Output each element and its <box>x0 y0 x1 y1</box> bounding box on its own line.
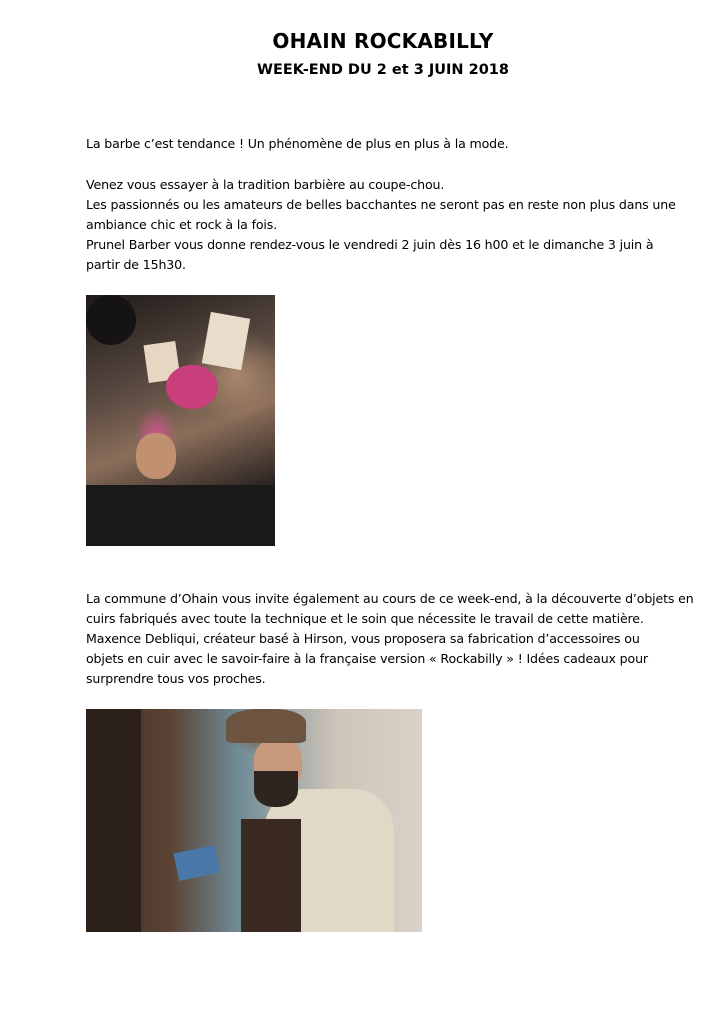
leather-item-shape <box>174 845 221 881</box>
paragraph-line: La commune d’Ohain vous invite également au cours de ce week-end, à la découverte d’objets en <box>86 591 694 606</box>
paragraph-line: ambiance chic et rock à la fois. <box>86 217 278 232</box>
paragraph-line: surprendre tous vos proches. <box>86 671 266 686</box>
craftsman-hat-shape <box>226 709 306 743</box>
barber-hair-shape <box>166 365 218 409</box>
intro-paragraph <box>86 134 696 154</box>
craftsman-beard-shape <box>254 771 298 807</box>
paragraph-line: Maxence Debliqui, créateur basé à Hirson, vous proposera sa fabrication d’accessoires ou <box>86 631 640 646</box>
paragraph-line: objets en cuir avec le savoir-faire à la française version « Rockabilly » ! Idées cadeaux pour <box>86 651 648 666</box>
leather-craftsman-photo <box>86 709 422 932</box>
leather-paragraph <box>86 589 696 689</box>
client-face-shape <box>136 433 176 479</box>
shelf-shape <box>86 709 141 932</box>
paragraph-line: Prunel Barber vous donne rendez-vous le vendredi 2 juin dès 16 h00 et le dimanche 3 juin à <box>86 237 654 252</box>
paragraph-line: Venez vous essayer à la tradition barbière au coupe-chou. <box>86 177 445 192</box>
paragraph-line: partir de 15h30. <box>86 257 186 272</box>
leather-apron-shape <box>241 819 301 932</box>
paragraph-line: cuirs fabriqués avec toute la technique et le soin que nécessite le travail de cette matière. <box>86 611 644 626</box>
barber-cape-shape <box>86 485 275 546</box>
paragraph-line: La barbe c’est tendance ! Un phénomène de plus en plus à la mode. <box>86 136 509 151</box>
paragraph-line: Les passionnés ou les amateurs de belles bacchantes ne seront pas en reste non plus dans une <box>86 197 676 212</box>
barber-photo <box>86 295 275 546</box>
document-subtitle: WEEK-END DU 2 et 3 JUIN 2018 <box>257 62 509 78</box>
barber-paragraph <box>86 175 696 275</box>
lamp-shape <box>86 295 136 345</box>
poster-shape <box>202 312 250 370</box>
document-title: OHAIN ROCKABILLY <box>272 29 494 53</box>
